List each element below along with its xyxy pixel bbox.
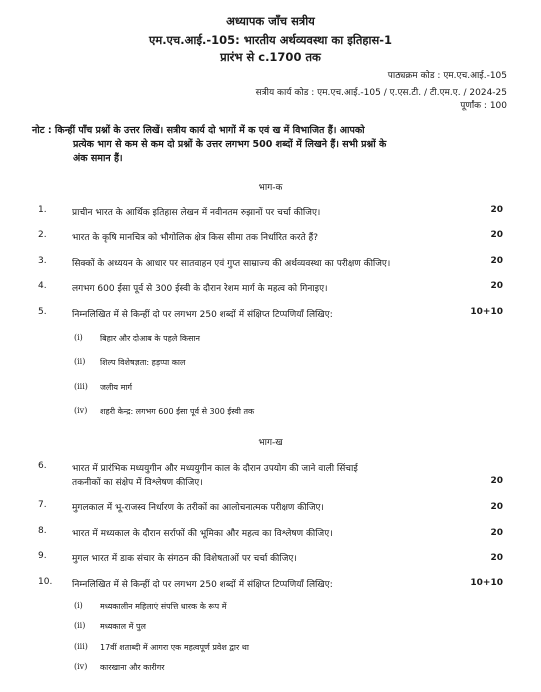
subitem-text: कारखाना और कारीगर <box>100 663 165 672</box>
subitem-number: (iii) <box>74 382 88 391</box>
course-code: पाठ्यक्रम कोड : एम.एच.आई.-105 <box>387 71 507 81</box>
question-text: निम्नलिखित में से किन्हीं दो पर लगभग 250 शब्दों में संक्षिप्त टिप्पणियाँ लिखिए: <box>72 310 333 320</box>
question-marks: 20 <box>490 553 503 563</box>
question-text: सिक्कों के अध्ययन के आधार पर सातवाहन एवं गुप्त साम्राज्य की अर्थव्यवस्था का परीक्षण कीजिए। <box>72 259 391 269</box>
subitem-text: 17वीं शताब्दी में आगरा एक महत्वपूर्ण प्रवेश द्वार था <box>100 643 249 652</box>
question-marks: 10+10 <box>470 307 503 317</box>
subitem-text: बिहार और दोआब के पहले किसान <box>100 334 200 343</box>
subitem-text: मध्यकालीन महिलाएं संपत्ति धारक के रूप में <box>100 602 227 611</box>
question-marks: 20 <box>490 476 503 486</box>
question-marks: 10+10 <box>470 578 503 588</box>
subitem-number: (i) <box>74 601 83 610</box>
total-marks: पूर्णांक : 100 <box>460 101 507 111</box>
question-number: 10. <box>38 577 53 587</box>
subitem-text: जलीय मार्ग <box>100 383 132 392</box>
question-number: 8. <box>38 526 47 536</box>
question-number: 7. <box>38 500 47 510</box>
subitem-number: (iv) <box>74 662 88 671</box>
question-marks: 20 <box>490 205 503 215</box>
header-title-line2: एम.एच.आई.-105: भारतीय अर्थव्यवस्था का इतिहास-1 <box>148 33 393 47</box>
question-marks: 20 <box>490 528 503 538</box>
question-marks: 20 <box>490 230 503 240</box>
question-text: मुगल भारत में डाक संचार के संगठन की विशेषताओं पर चर्चा कीजिए। <box>72 554 297 564</box>
note-line2: प्रत्येक भाग से कम से कम दो प्रश्नों के उत्तर लगभग 500 शब्दों में लिखने हैं। सभी प्रश्नों के <box>73 139 387 150</box>
question-number: 1. <box>38 205 47 215</box>
subitem-number: (iii) <box>74 642 88 651</box>
subitem-number: (ii) <box>74 621 86 630</box>
question-marks: 20 <box>490 502 503 512</box>
subitem-number: (i) <box>74 333 83 342</box>
section-a-heading: भाग-क <box>258 183 283 193</box>
question-marks: 20 <box>490 256 503 266</box>
section-b-heading: भाग-ख <box>258 438 283 448</box>
question-number: 9. <box>38 551 47 561</box>
assignment-code: सत्रीय कार्य कोड : एम.एच.आई.-105 / ए.एस.टी. / टी.एम.ए. / 2024-25 <box>255 88 507 98</box>
note-line1: नोट : किन्हीं पाँच प्रश्नों के उत्तर लिखें। सत्रीय कार्य दो भागों में क एवं ख में विभाजित हैं। आपको <box>32 125 365 136</box>
question-text-line2: तकनीकों का संक्षेप में विश्लेषण कीजिए। <box>72 478 203 488</box>
question-text-line1: भारत में प्रारंभिक मध्ययुगीन और मध्ययुगीन काल के दौरान उपयोग की जाने वाली सिंचाई <box>72 464 358 474</box>
question-number: 3. <box>38 256 47 266</box>
question-text: लगभग 600 ईसा पूर्व से 300 ईस्वी के दौरान रेशम मार्ग के महत्व को गिनाइए। <box>72 284 328 294</box>
question-text: मुगलकाल में भू-राजस्व निर्धारण के तरीकों का आलोचनात्मक परीक्षण कीजिए। <box>72 503 324 513</box>
subitem-text: शहरी केन्द्र: लगभग 600 ईसा पूर्व से 300 ईस्वी तक <box>100 407 255 416</box>
subitem-number: (ii) <box>74 357 86 366</box>
subitem-number: (iv) <box>74 406 88 415</box>
subitem-text: मध्यकाल में पुल <box>100 622 146 631</box>
question-number: 2. <box>38 230 47 240</box>
question-text: भारत के कृषि मानचित्र को भौगोलिक क्षेत्र किस सीमा तक निर्धारित करते हैं? <box>72 233 319 243</box>
question-text: प्राचीन भारत के आर्थिक इतिहास लेखन में नवीनतम रुझानों पर चर्चा कीजिए। <box>72 208 321 218</box>
note-line3: अंक समान हैं। <box>73 153 123 164</box>
question-number: 6. <box>38 461 47 471</box>
question-marks: 20 <box>490 281 503 291</box>
header-title-line3: प्रारंभ से c.1700 तक <box>220 50 321 64</box>
question-text: निम्नलिखित में से किन्हीं दो पर लगभग 250 शब्दों में संक्षिप्त टिप्पणियाँ लिखिए: <box>72 580 333 590</box>
question-number: 4. <box>38 281 47 291</box>
subitem-text: शिल्प विशेषज्ञता: हड़प्पा काल <box>100 358 186 367</box>
header-title-line1: अध्यापक जाँच सत्रीय <box>226 14 315 28</box>
question-number: 5. <box>38 307 47 317</box>
question-text: भारत में मध्यकाल के दौरान सर्राफों की भूमिका और महत्व का विश्लेषण कीजिए। <box>72 529 333 539</box>
